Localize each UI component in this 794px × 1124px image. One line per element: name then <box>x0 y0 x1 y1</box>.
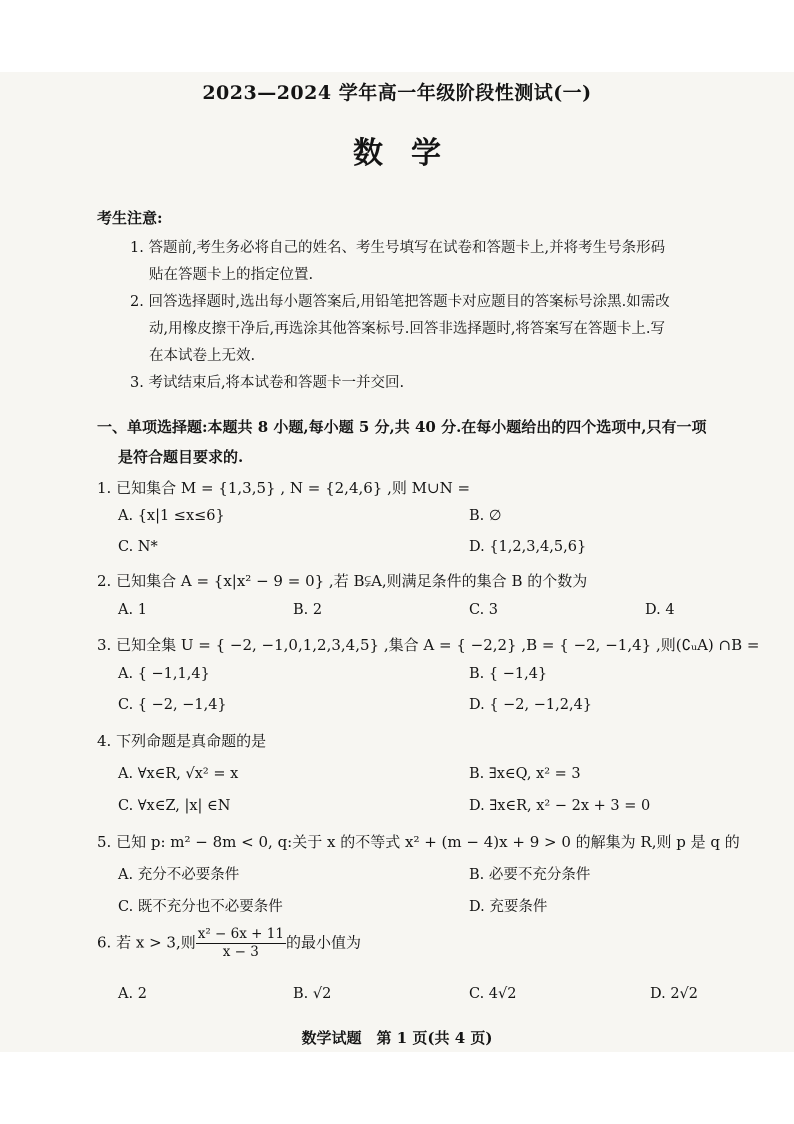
section-heading-cont: 是符合题目要求的. <box>118 448 244 466</box>
question-6-option-c: C. 4√2 <box>469 986 517 1002</box>
question-6-option-d: D. 2√2 <box>650 986 699 1002</box>
question-1-option-b: B. ∅ <box>469 508 502 524</box>
question-3-option-d: D. { −2, −1,2,4} <box>469 697 593 713</box>
question-2-stem: 2. 已知集合 A = {x|x² − 9 = 0} ,若 B⫋A,则满足条件的集合 B 的个数为 <box>97 572 588 590</box>
subject-title: 数学 <box>353 136 469 171</box>
question-4-option-b: B. ∃x∈Q, x² = 3 <box>469 766 581 782</box>
fraction-denominator: x − 3 <box>222 943 259 960</box>
question-6-option-b: B. √2 <box>293 986 332 1002</box>
exam-title: 2023—2024 学年高一年级阶段性测试(一) <box>202 82 592 104</box>
question-1-option-d: D. {1,2,3,4,5,6} <box>469 539 587 555</box>
question-2-option-c: C. 3 <box>469 602 499 618</box>
notice-line: 1. 答题前,考生务必将自己的姓名、考生号填写在试卷和答题卡上,并将考生号条形码 <box>130 240 666 256</box>
question-3-option-a: A. { −1,1,4} <box>118 666 210 682</box>
question-5-option-c: C. 既不充分也不必要条件 <box>118 899 283 915</box>
question-2-option-a: A. 1 <box>118 602 147 618</box>
question-4-option-c: C. ∀x∈Z, |x| ∈N <box>118 798 231 814</box>
question-5-option-a: A. 充分不必要条件 <box>118 867 240 883</box>
notice-heading: 考生注意: <box>97 209 163 227</box>
question-3-option-b: B. { −1,4} <box>469 666 548 682</box>
notice-line: 在本试卷上无效. <box>149 348 256 364</box>
question-6-stem-prefix: 6. 若 x > 3,则 <box>97 933 196 952</box>
bottom-margin <box>0 1052 794 1124</box>
question-2-option-d: D. 4 <box>645 602 675 618</box>
question-2-option-b: B. 2 <box>293 602 323 618</box>
notice-line: 贴在答题卡上的指定位置. <box>149 267 314 283</box>
question-5-option-b: B. 必要不充分条件 <box>469 867 591 883</box>
question-6-option-a: A. 2 <box>118 986 147 1002</box>
question-6-stem <box>97 926 361 961</box>
page-footer: 数学试题 第 1 页(共 4 页) <box>301 1029 493 1047</box>
notice-line: 动,用橡皮擦干净后,再选涂其他答案标号.回答非选择题时,将答案写在答题卡上.写 <box>149 321 666 337</box>
notice-line: 2. 回答选择题时,选出每小题答案后,用铅笔把答题卡对应题目的答案标号涂黑.如需改 <box>130 294 670 310</box>
question-5-stem: 5. 已知 p: m² − 8m < 0, q:关于 x 的不等式 x² + (m − 4)x + 9 > 0 的解集为 R,则 p 是 q 的 <box>97 833 740 851</box>
question-4-stem: 4. 下列命题是真命题的是 <box>97 732 267 750</box>
question-1-option-c: C. N* <box>118 539 158 555</box>
fraction-numerator: x² − 6x + 11 <box>197 926 284 942</box>
question-3-stem: 3. 已知全集 U = { −2, −1,0,1,2,3,4,5} ,集合 A = { −2,2} ,B = { −2, −1,4} ,则(∁ᵤA) ∩B = <box>97 636 760 654</box>
question-1-stem: 1. 已知集合 M = {1,3,5} , N = {2,4,6} ,则 M∪N = <box>97 479 471 497</box>
question-3-option-c: C. { −2, −1,4} <box>118 697 227 713</box>
question-4-option-a: A. ∀x∈R, √x² = x <box>118 766 239 782</box>
question-6-fraction <box>196 926 286 961</box>
question-6-stem-suffix: 的最小值为 <box>285 933 361 952</box>
section-heading: 一、单项选择题:本题共 8 小题,每小题 5 分,共 40 分.在每小题给出的四个选项中,只有一项 <box>97 418 707 436</box>
top-margin <box>0 0 794 72</box>
question-5-option-d: D. 充要条件 <box>469 899 548 915</box>
question-1-option-a: A. {x|1 ≤x≤6} <box>118 508 225 524</box>
notice-line: 3. 考试结束后,将本试卷和答题卡一并交回. <box>130 375 405 391</box>
question-4-option-d: D. ∃x∈R, x² − 2x + 3 = 0 <box>469 798 651 814</box>
